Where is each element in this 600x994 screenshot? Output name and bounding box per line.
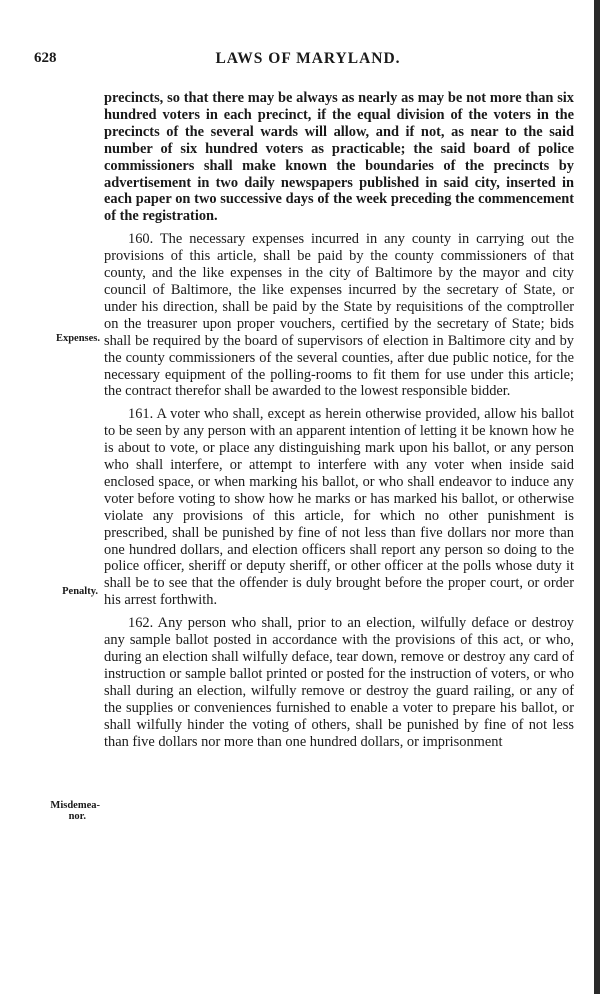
paragraph-section-161: 161. A voter who shall, except as herein otherwise provided, allow his ballot to be seen by any person with an apparent intention of letting it be known how he is about to vote, or place any distinguishing mark upon his ballot, or any person who shall interfere, or attempt to interfere with any voter when inside said enclosed space, or when marking his ballot, or who shall endeavor to induce any voter before voting to show how he marks or has marked his ballot, or otherwise violate any provisions of this article, for which no other punishment is prescribed, shall be punished by fine of not less than five dollars nor more than one hundred dollars, and election officers shall report any person so doing to the police officer, sheriff or deputy sheriff, or other officer at the polls whose duty it shall be to see that the offender is duly brought before the proper court, or order his arrest forthwith. <box>104 406 574 609</box>
body-text <box>104 90 574 756</box>
paragraph-precincts-continued: precincts, so that there may be always as nearly as may be not more than six hundred voters in each precinct, if the equal division of the voters in the precincts of the several wards will allow, and if not, as near to the said number of six hundred voters as practicable; the said board of police commissioners shall make known the boundaries of the precincts by advertisement in two daily newspapers published in said city, inserted in each paper on two successive days of the week preceding the commencement of the registration. <box>104 90 574 225</box>
margin-note-misdemeanor <box>30 800 100 822</box>
margin-note-misdemeanor-line1: Misdemea- <box>50 800 100 811</box>
running-head: LAWS OF MARYLAND. <box>215 50 401 67</box>
paragraph-section-160: 160. The necessary expenses incurred in any county in carrying out the provisions of this article, shall be paid by the county commissioners of that county, and the like expenses in the city of Baltimore by the mayor and city council of Baltimore, the like expenses incurred by the secretary of State, or under his direction, shall be paid by the State by requisitions of the comptroller on the treasurer upon proper vouchers, certified by the secretary of State; bids shall be required by the board of supervisors of election in Baltimore city and by the county commissioners of the several counties, after due public notice, for the necessary equipment of the polling-rooms to fit them for use under this article; the contract therefor shall be awarded to the lowest responsible bidder. <box>104 231 574 400</box>
margin-note-expenses: Expenses. <box>55 333 100 344</box>
page-number: 628 <box>34 50 57 66</box>
paragraph-section-162: 162. Any person who shall, prior to an election, wilfully deface or destroy any sample ballot posted in accordance with the provisions of this act, or who, during an election shall wilfully deface, tear down, remove or destroy any card of instruction or sample ballot printed or posted for the instruction of voters, or who shall during an election, wilfully remove or destroy the guard railing, or any of the supplies or conveniences furnished to enable a voter to prepare his ballot, or shall wilfully hinder the voting of others, shall be punished by fine of not less than five dollars nor more than one hundred dollars, or imprisonment <box>104 615 574 750</box>
page-header <box>34 50 582 70</box>
margin-note-penalty: Penalty. <box>62 586 98 597</box>
margin-note-misdemeanor-line2: nor. <box>68 811 86 822</box>
page-edge-shadow <box>594 0 600 994</box>
